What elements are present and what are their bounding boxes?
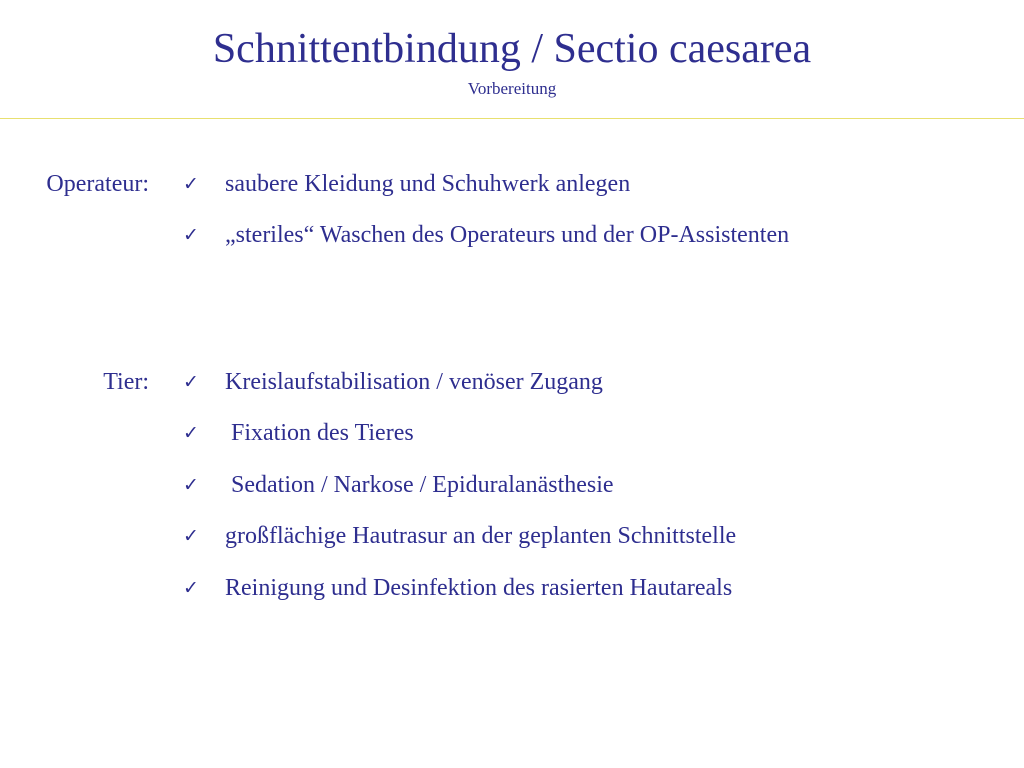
list-item-text: saubere Kleidung und Schuhwerk anlegen xyxy=(225,171,631,197)
section-label-operateur: Operateur: xyxy=(46,171,149,197)
checkmark-icon: ✓ xyxy=(183,473,199,496)
checkmark-icon: ✓ xyxy=(183,576,199,599)
list-item-text: Kreislaufstabilisation / venöser Zugang xyxy=(225,369,603,395)
checkmark-icon: ✓ xyxy=(183,422,199,445)
page-title: Schnittentbindung / Sectio caesarea xyxy=(212,26,812,72)
checkmark-icon: ✓ xyxy=(183,173,199,195)
section-label-tier: Tier: xyxy=(103,369,149,395)
checkmark-icon: ✓ xyxy=(183,371,199,393)
list-item-text: Sedation / Narkose / Epiduralanästhesie xyxy=(225,471,614,498)
checkmark-icon: ✓ xyxy=(183,224,199,247)
checkmark-icon: ✓ xyxy=(183,525,199,548)
page-subtitle: Vorbereitung xyxy=(467,79,557,98)
list-item-text: „steriles“ Waschen des Operateurs und der OP-Assistenten xyxy=(225,222,790,249)
header-divider xyxy=(0,118,1024,119)
list-item-text: Fixation des Tieres xyxy=(225,420,414,447)
list-item-text: großflächige Hautrasur an der geplanten Schnittstelle xyxy=(225,523,737,550)
list-item-text: Reinigung und Desinfektion des rasierten Hautareals xyxy=(225,574,733,601)
